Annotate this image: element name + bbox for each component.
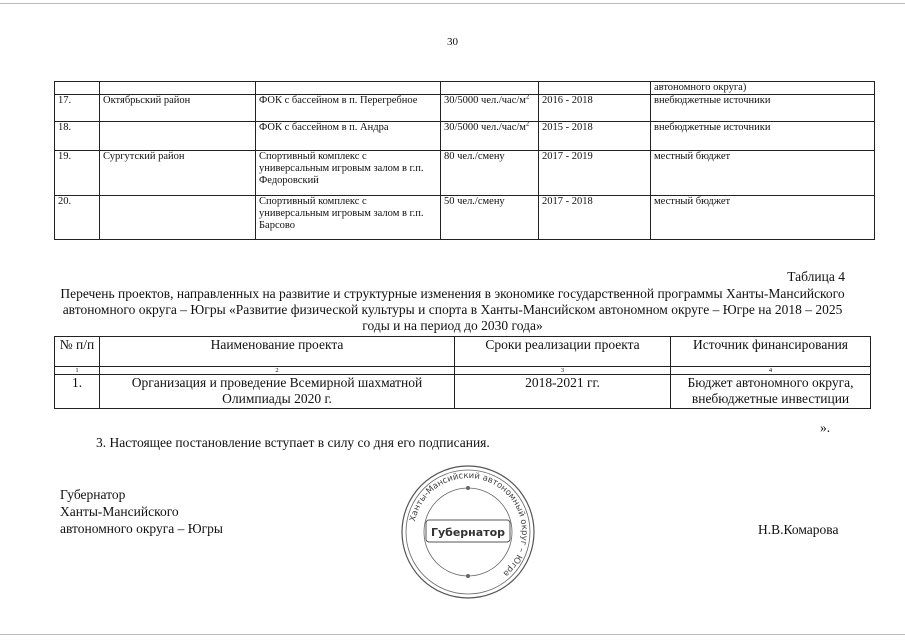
cell-years: 2016 - 2018 [539,95,651,122]
table-header-row [55,337,871,367]
official-seal [398,462,538,602]
cell-district [100,82,256,95]
page-number: 30 [447,36,458,48]
cell-capacity: 80 чел./смену [441,151,539,196]
cell-object: ФОК с бассейном в п. Перегребное [256,95,441,122]
col-number: 4 [671,367,871,375]
cell-num [55,82,100,95]
cell-years: 2015 - 2018 [539,122,651,151]
cell-num: 20. [55,196,100,240]
cell-district [100,122,256,151]
seal-dot-icon [466,574,470,578]
cell-object: Спортивный комплекс с универсальным игровым залом в г.п. Федоровский [256,151,441,196]
capacity-text: 30/5000 чел./час/м [444,122,526,133]
cell-num: 19. [55,151,100,196]
seal-center-text: Губернатор [430,526,506,539]
header-num: № п/п [55,337,100,367]
clause-text: 3. Настоящее постановление вступает в силу со дня его подписания. [96,435,490,450]
table-label: Таблица 4 [787,269,845,284]
cell-source: местный бюджет [651,196,875,240]
cell-capacity [441,122,539,151]
table-row [55,122,875,151]
header-period: Сроки реализации проекта [455,337,671,367]
column-numbers-row [55,367,871,375]
table-row [55,375,871,409]
col-number: 3 [455,367,671,375]
cell-name: Организация и проведение Всемирной шахматной Олимпиады 2020 г. [100,375,455,409]
superscript: 2 [525,94,530,101]
cell-years: 2017 - 2018 [539,196,651,240]
seal-dot-icon [466,486,470,490]
scan-edge-top [0,3,905,4]
header-name: Наименование проекта [100,337,455,367]
cell-source: внебюджетные источники [651,95,875,122]
signer-line: Губернатор [60,487,126,502]
seal-ring-text: Ханты-Мансийский автономный округ – Югра [408,470,530,579]
cell-district: Октябрьский район [100,95,256,122]
cell-num: 17. [55,95,100,122]
superscript: 2 [525,121,530,128]
cell-object: ФОК с бассейном в п. Андра [256,122,441,151]
table-row [55,82,875,95]
cell-capacity [441,82,539,95]
scan-edge-bottom [0,634,905,635]
cell-source: автономного округа) [651,82,875,95]
col-number: 1 [55,367,100,375]
header-source: Источник финансирования [671,337,871,367]
cell-years: 2017 - 2019 [539,151,651,196]
col-number: 2 [100,367,455,375]
cell-source: местный бюджет [651,151,875,196]
cell-district [100,196,256,240]
signer-line: Ханты-Мансийского [60,504,179,519]
table-row [55,196,875,240]
cell-period: 2018-2021 гг. [455,375,671,409]
table-row [55,95,875,122]
cell-num: 18. [55,122,100,151]
table-title: Перечень проектов, направленных на развитие и структурные изменения в экономике государственной программы Ханты-Мансийского автономного округа – Югры «Развитие физической культуры и спорта в Ханты-Мансийском автономном округе – Югре на 2018 – 2025 годы и на период до 2030 года» [60,286,845,333]
cell-object: Спортивный комплекс с универсальным игровым залом в г.п. Барсово [256,196,441,240]
signer-position [60,486,223,537]
cell-district: Сургутский район [100,151,256,196]
cell-capacity [441,95,539,122]
cell-source: Бюджет автономного округа, внебюджетные инвестиции [671,375,871,409]
signer-line: автономного округа – Югры [60,521,223,536]
projects-table [54,336,871,409]
sports-facilities-table [54,81,875,240]
cell-source: внебюджетные источники [651,122,875,151]
cell-object [256,82,441,95]
cell-capacity: 50 чел./смену [441,196,539,240]
table-row [55,151,875,196]
cell-years [539,82,651,95]
signer-name: Н.В.Комарова [758,522,839,537]
capacity-text: 30/5000 чел./час/м [444,95,526,106]
cell-num: 1. [55,375,100,409]
closing-quote: ». [820,420,831,435]
